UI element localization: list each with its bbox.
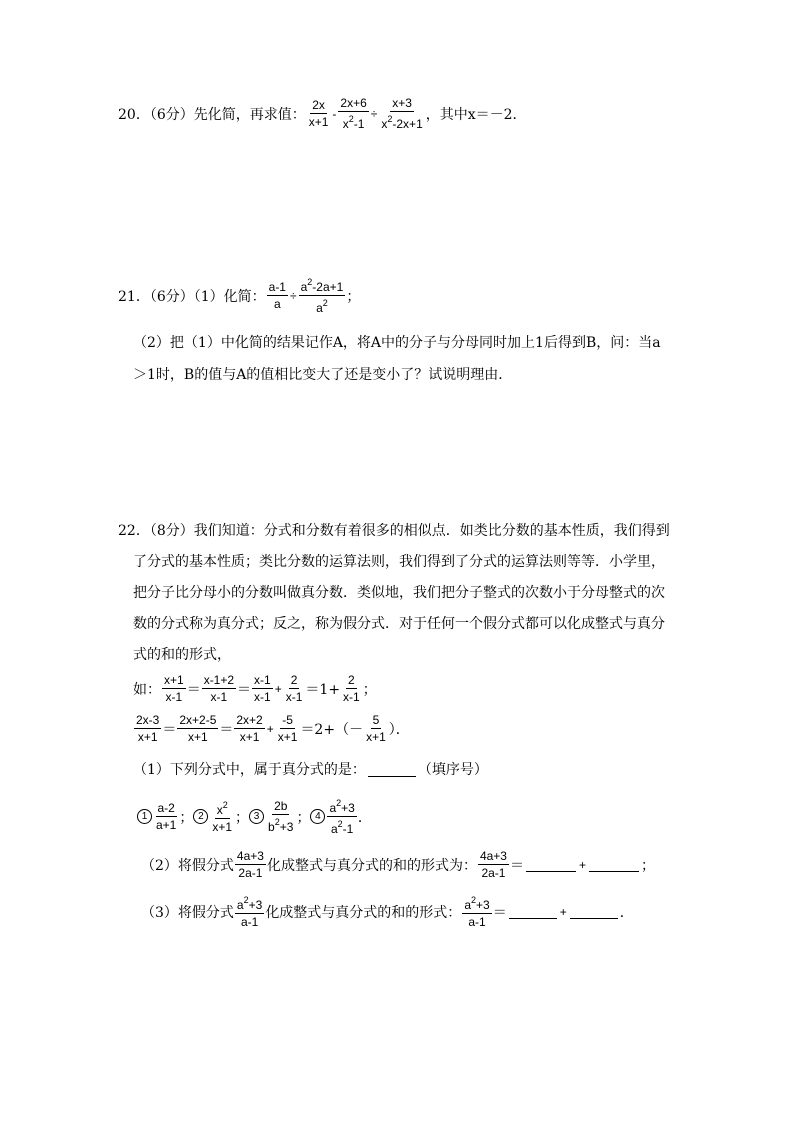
answer-blank-2b[interactable] <box>589 857 639 872</box>
q20-fraction-3: $\frac{x+3}{x^2-2x+1}$ <box>381 96 423 131</box>
option-4-label: 4 <box>310 809 325 824</box>
q22-sub1: （1）下列分式中，属于真分式的是： （填序号） <box>133 762 488 778</box>
option-2-fraction: $\frac{x^2}{x+1}$ <box>212 800 233 834</box>
q20-line <box>118 96 527 131</box>
ex2-fraction-2: $\frac{2x+2-5}{x+1}$ <box>179 713 217 744</box>
option-2-label: 2 <box>193 809 208 824</box>
ex2-fraction-3: $\frac{2x+2}{x+1}$ <box>236 713 263 744</box>
ex1-fraction-4: $\frac{2}{x-1}$ <box>285 673 303 704</box>
option-4-fraction: $\frac{a^2+3}{a^2-1}$ <box>329 798 355 836</box>
q22-para-line2: 了分式的基本性质；类比分数的运算法则，我们得到了分式的运算法则等等．小学里， <box>133 554 665 570</box>
ex1-fraction-3: $\frac{x-1}{x-1}$ <box>254 673 271 704</box>
option-1-label: 1 <box>137 809 152 824</box>
ex1-fraction-5: $\frac{2}{x-1}$ <box>343 673 360 704</box>
q20-minus: - <box>332 106 337 121</box>
q22-para-line5: 式的和的形式， <box>133 647 231 663</box>
q21-prefix: 21．（6分）（1）化简： <box>118 288 266 305</box>
q20-prefix: 20．（6分）先化简，再求值： <box>118 106 306 123</box>
sub2-fraction-2: $\frac{4a+3}{2a-1}$ <box>479 849 507 880</box>
q21-part2-line2: ＞1时，B的值与A的值相比变大了还是变小了？试说明理由． <box>133 367 513 383</box>
option-1-fraction: $\frac{a-2}{a+1}$ <box>156 801 177 832</box>
q20-fraction-2: $\frac{2x+6}{x^2-1}$ <box>340 96 367 131</box>
option-3-label: 3 <box>249 809 264 824</box>
q22-para-line1: 22．（8分）我们知道：分式和分数有着很多的相似点．如类比分数的基本性质，我们得到 <box>118 523 670 539</box>
ex2-fraction-4: $\frac{-5}{x+1}$ <box>277 713 298 744</box>
q21-divide: ÷ <box>289 288 297 303</box>
q22-example-1: 如： $\frac{x+1}{x-1}$ ＝ $\frac{x-1+2}{x-1}$ ＝ $\frac{x-1}{x-1}$ + $\frac{2}{x-1}$ ＝1+ $\frac{2}{x-1}$ ； <box>133 673 377 704</box>
ex2-fraction-1: $\frac{2x-3}{x+1}$ <box>136 713 160 744</box>
q21-line <box>118 276 360 315</box>
q22-para-line3: 把分子比分母小的分数叫做真分数．类似地，我们把分子整式的次数小于分母整式的次 <box>133 585 665 601</box>
q20-fraction-1: $\frac{2x}{x+1}$ <box>308 98 329 129</box>
q22-sub3: （3）将假分式 $\frac{a^2+3}{a-1}$ 化成整式与真分式的和的形式： $\frac{a^2+3}{a-1}$ ＝ + ． <box>141 895 634 929</box>
answer-blank-1[interactable] <box>368 762 416 777</box>
q21-end: ； <box>346 288 361 305</box>
answer-blank-2a[interactable] <box>526 857 576 872</box>
option-3-fraction: $\frac{2b}{b^2+3}$ <box>268 799 294 834</box>
q22-para-line4: 数的分式称为真分式；反之，称为假分式．对于任何一个假分式都可以化成整式与真分 <box>133 616 665 632</box>
sub3-fraction-2: $\frac{a^2+3}{a-1}$ <box>464 895 490 929</box>
answer-blank-3a[interactable] <box>509 904 557 919</box>
sub2-fraction-1: $\frac{4a+3}{2a-1}$ <box>236 849 264 880</box>
q22-sub2: （2）将假分式 $\frac{4a+3}{2a-1}$ 化成整式与真分式的和的形式为： $\frac{4a+3}{2a-1}$ ＝ + ； <box>141 849 655 880</box>
q21-fraction-2: $\frac{a^2-2a+1}{a^2}$ <box>300 277 344 315</box>
ex2-fraction-5: $\frac{5}{x+1}$ <box>366 713 386 744</box>
q21-fraction-1: $\frac{a-1}{a}$ <box>268 280 286 311</box>
sub3-fraction-1: $\frac{a^2+3}{a-1}$ <box>236 895 263 929</box>
q20-divide: ÷ <box>370 106 378 121</box>
q22-options: 1 $\frac{a-2}{a+1}$ ； 2 $\frac{x^2}{x+1}$ ； 3 $\frac{2b}{b^2+3}$ ； 4 $\frac{a^2+3}{a^2-1}$ ． <box>137 797 372 836</box>
q22-example-2: $\frac{2x-3}{x+1}$ ＝ $\frac{2x+2-5}{x+1}$ ＝ $\frac{2x+2}{x+1}$ + $\frac{-5}{x+1}$ ＝2+（－ $\frac{5}{x+1}$ ）． <box>136 713 410 744</box>
q21-part2-line1: （2）把（1）中化简的结果记作A，将A中的分子与分母同时加上1后得到B，问：当a <box>133 335 661 351</box>
q20-suffix: ，其中x＝－2． <box>425 106 527 123</box>
ex1-fraction-1: $\frac{x+1}{x-1}$ <box>164 673 184 704</box>
answer-blank-3b[interactable] <box>570 904 618 919</box>
ex1-fraction-2: $\frac{x-1+2}{x-1}$ <box>203 673 235 704</box>
